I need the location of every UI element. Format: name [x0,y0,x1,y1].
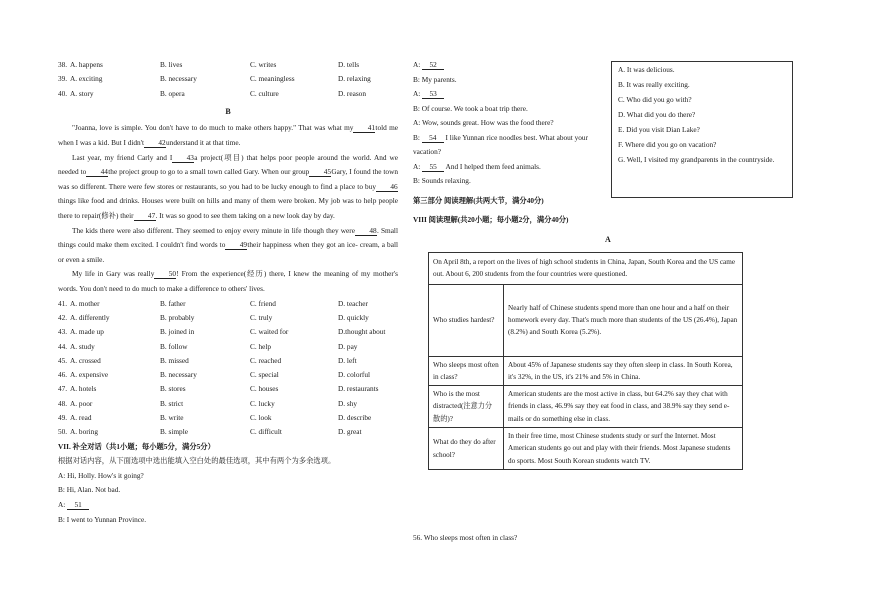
option-choice: B. strict [160,398,184,408]
option-choice: D. describe [338,412,372,422]
option-choice: B. joined in [160,327,195,337]
part-3-title: 第三部分 阅读理解(共两大节，满分40分) [413,196,544,205]
option-choice: B. father [160,298,186,308]
option-choice: B. necessary [160,74,197,84]
option-row [58,354,398,368]
option-choice: A. crossed [70,355,101,365]
dialogue-line: B: I went to Yunnan Province. [58,514,147,524]
passage-paragraph-1: "Joanna, love is simple. You don't have to do much to make others happy." That was what my 41told me when I was a kid. But I didn't 42understand it at that time. [58,123,398,148]
reading-table [428,252,743,470]
question-number: 45. [58,355,68,365]
option-row [58,325,398,339]
blank-51: 51 [67,501,89,510]
passage-paragraph-3: The kids there were also different. They seemed to enjoy every minute in life though they were 48. Small things could make them excited. I couldn't find words to 49their happiness when they got an ice- cream, a ball or even a smile. [58,225,398,264]
dialogue-line: A: 53 [413,87,608,102]
dialogue-line: A: Hi, Holly. How's it going? [58,470,144,480]
section-8-title: VIII 阅读理解(共20小题；每小题2分，满分40分) [413,215,569,224]
option-choice: D. tells [338,60,360,69]
option-choice: A. study [70,341,95,351]
blank-48: 48 [355,227,377,236]
option-choice: B. probably [160,312,195,322]
table-intro-row [429,253,743,285]
option-item: G. Well, I visited my grandparents in the countryside. [618,155,775,164]
option-choice: B. stores [160,384,186,394]
question-number: 43. [58,327,68,337]
option-choice: A. mother [70,298,100,308]
option-choice: C. writes [250,60,277,69]
table-question-cell: Who studies hardest? [429,284,504,356]
right-column [413,58,608,116]
dialogue-line: B: Sounds relaxing. [413,176,471,186]
option-choice: B. necessary [160,370,197,380]
blank-49: 49 [225,241,247,250]
option-choice: C. houses [250,384,279,394]
dialogue-line: B: 54 I like Yunnan rice noodles best. What about your vacation? [413,132,588,157]
blank-41: 41 [353,124,375,133]
option-item: C. Who did you go with? [618,95,692,104]
blank-54: 54 [422,134,444,143]
option-row [58,340,398,354]
option-choice: D. pay [338,341,358,351]
dialogue-line: A: 51 [58,498,398,513]
option-row [58,397,398,411]
option-row [58,297,398,311]
option-choice: C. culture [250,88,279,98]
table-row [429,428,743,470]
option-choice: C. truly [250,312,273,322]
option-choice: C. waited for [250,327,289,337]
dialogue-line: B: Of course. We took a boat trip there. [413,103,528,113]
option-choice: A. exciting [70,74,103,84]
dialogue-line: A: 52 [413,58,608,73]
option-choice: B. simple [160,427,188,437]
option-choice: D. shy [338,398,358,408]
option-choice: D.thought about [338,327,386,337]
option-row [58,368,398,382]
table-answer-cell: About 45% of Japanese students say they often sleep in class. In South Korea, it's 32%, in the US, it's 21% and 5% in China. [504,356,743,386]
options-38-40 [58,58,398,101]
option-choice: A. made up [70,327,104,337]
blank-47: 47 [134,212,156,221]
option-choice: C. reached [250,355,282,365]
option-choice: C. special [250,370,279,380]
option-choice: A. hotels [70,384,97,394]
option-choice: D. relaxing [338,74,371,84]
blank-45: 45 [309,168,331,177]
right-dialogue-continued [413,116,608,189]
option-choice: C. lucky [250,398,275,408]
blank-43: 43 [172,154,194,163]
table-answer-cell: In their free time, most Chinese students study or surf the Internet. Most American students go out and play with their friends. Most Japanese students do sports. Most South Korean students watch TV. [504,428,743,470]
table-intro: On April 8th, a report on the lives of high school students in China, Japan, South Korea and the US came out. About 6, 200 students from the four countries were questioned. [429,253,743,285]
table-row [429,386,743,428]
option-choice: D. quickly [338,312,369,322]
option-choice: B. lives [160,60,183,69]
dialogue-option-box [611,61,793,198]
option-choice: A. expensive [70,370,109,380]
option-item: F. Where did you go on vacation? [618,140,717,149]
section-a-title: A [605,235,611,244]
option-item: A. It was delicious. [618,65,675,74]
question-number: 49. [58,412,68,422]
option-choice: C. difficult [250,427,282,437]
option-choice: B. write [160,412,184,422]
blank-53: 53 [422,90,444,99]
option-choice: B. opera [160,88,185,98]
option-choice: B. missed [160,355,189,365]
blank-42: 42 [144,139,166,148]
option-row [58,58,398,72]
section-7-title: VII. 补全对话（共1小题；每小题5分，满分5分） [58,441,215,451]
options-41-50 [58,297,398,440]
option-choice: D. colorful [338,370,371,380]
option-item: D. What did you do there? [618,110,696,119]
option-choice: A. boring [70,427,98,437]
option-choice: C. friend [250,298,276,308]
dialogue-line: B: My parents. [413,74,457,84]
blank-44: 44 [86,168,108,177]
dialogue-line: B: Hi, Alan. Not bad. [58,485,121,495]
left-column [58,58,398,527]
question-number: 38. [58,60,68,69]
option-choice: A. poor [70,398,93,408]
option-choice: D. left [338,355,357,365]
blank-50: 50 [154,270,176,279]
option-row [58,72,398,86]
option-choice: A. story [70,88,94,98]
table-row [429,284,743,356]
question-number: 40. [58,88,68,98]
option-choice: C. meaningless [250,74,295,84]
question-number: 39. [58,74,68,84]
passage-paragraph-4: My life in Gary was really 50! From the experience(经历) there, I knew the meaning of my mother's words. You don't need to do much to make a difference to others' lives. [58,269,399,294]
question-56: 56. Who sleeps most often in class? [413,533,518,542]
option-row [58,411,398,425]
question-number: 42. [58,312,68,322]
option-choice: B. follow [160,341,188,351]
dialogue-line: A: 55 And I helped them feed animals. [413,161,541,171]
dialogue-line: A: Wow, sounds great. How was the food there? [413,118,554,127]
option-row [58,425,398,439]
table-answer-cell: Nearly half of Chinese students spend more than one hour and a half on their homework every day. That's much more than students of the US (26.4%), Japan (8.2%) and South Korea (5.2%). [504,284,743,356]
option-choice: D. reason [338,88,366,98]
question-number: 50. [58,427,68,437]
option-row [58,311,398,325]
section-7-instruction: 根据对话内容，从下面选项中选出能填入空白处的最佳选项，其中有两个为多余选项。 [58,456,336,466]
option-choice: A. differently [70,312,110,322]
table-row [429,356,743,386]
passage-paragraph-2: Last year, my friend Carly and I 43a project(项目) that helps poor people around the world. And we needed to 44the project group to go to a small town called Gary. When our group 45Gary, I found the town was so different. There were few stores or restaurants, so you had to be lucky enough to find a place to buy 46things like food and drinks. Houses were built on hills and many of them were broken. My job was to help people there to repair(修补) their 47. It was so good to see them taking on a new look day by day. [58,152,398,221]
option-choice: D. great [338,427,362,437]
option-choice: D. teacher [338,298,368,308]
section-b-title: B [225,106,231,116]
question-number: 48. [58,398,68,408]
table-question-cell: Who sleeps most often in class? [429,356,504,386]
table-question-cell: What do they do after school? [429,428,504,470]
option-item: E. Did you visit Dian Lake? [618,125,700,134]
blank-52: 52 [422,61,444,70]
question-number: 47. [58,384,68,394]
option-choice: D. restaurants [338,384,379,394]
option-choice: C. look [250,412,272,422]
option-row [58,382,398,396]
table-answer-cell: American students are the most active in class, but 64.2% say they chat with friends in class, 46.9% say they eat food in class, and 38.9% say they send e-mails or do something else in class. [504,386,743,428]
blank-55: 55 [422,163,444,172]
blank-46: 46 [376,183,398,192]
question-number: 41. [58,298,68,308]
question-number: 46. [58,370,68,380]
option-row [58,87,398,101]
option-choice: A. happens [70,60,103,69]
table-question-cell: Who is the most distracted(注意力分散的)? [429,386,504,428]
question-number: 44. [58,341,68,351]
option-choice: A. read [70,412,92,422]
option-item: B. It was really exciting. [618,80,690,89]
option-choice: C. help [250,341,272,351]
